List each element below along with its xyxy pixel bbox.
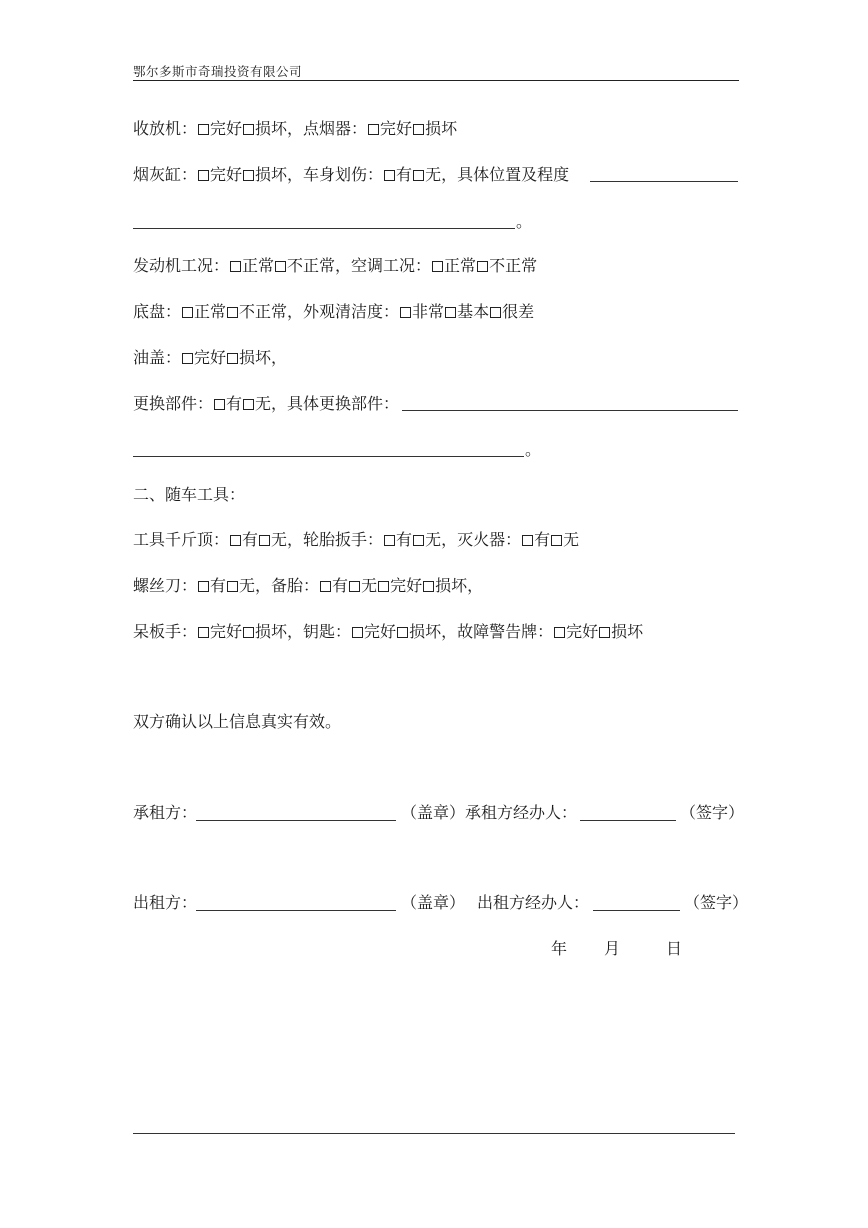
checkbox[interactable] (352, 627, 363, 638)
checkbox[interactable] (384, 535, 395, 546)
checkbox[interactable] (554, 627, 565, 638)
checkbox[interactable] (413, 170, 424, 181)
lessee-sign: （签字） (680, 803, 745, 822)
checkbox[interactable] (198, 627, 209, 638)
line-text: 呆板手： 完好 损坏，钥匙： 完好 损坏，故障警告牌： 完好 损坏 (133, 622, 644, 641)
lessor-sign: （签字） (684, 893, 749, 912)
checkbox[interactable] (198, 581, 209, 592)
date-month: 月 (604, 939, 621, 958)
checkbox[interactable] (423, 581, 434, 592)
checkbox[interactable] (477, 261, 488, 272)
checkbox[interactable] (368, 124, 379, 135)
lessor-agent-blank[interactable] (593, 910, 680, 911)
line-confirmation (133, 712, 341, 732)
checkbox[interactable] (349, 581, 360, 592)
blank-replaced-parts[interactable] (402, 410, 738, 411)
line-text: 烟灰缸： 完好 损坏，车身划伤： 有 无，具体位置及程度 (133, 165, 570, 184)
checkbox[interactable] (551, 535, 562, 546)
checkbox[interactable] (384, 170, 395, 181)
line-engine-ac (133, 256, 537, 276)
lessor-blank[interactable] (196, 910, 396, 911)
checkbox[interactable] (400, 307, 411, 318)
checkbox[interactable] (198, 170, 209, 181)
checkbox[interactable] (599, 627, 610, 638)
line-text: 发动机工况： 正常 不正常，空调工况： 正常 不正常 (133, 256, 538, 275)
footer-rule (133, 1133, 735, 1134)
checkbox[interactable] (378, 581, 389, 592)
checkbox[interactable] (182, 353, 193, 364)
checkbox[interactable] (490, 307, 501, 318)
lessee-label: 承租方： (133, 803, 198, 822)
checkbox[interactable] (413, 124, 424, 135)
checkbox[interactable] (522, 535, 533, 546)
period-mark: 。 (516, 212, 533, 231)
blank-scratch-detail-2[interactable] (133, 228, 515, 229)
lessee-agent-blank[interactable] (580, 820, 676, 821)
line-text: 螺丝刀： 有 无，备胎： 有 无 完好 损坏， (133, 576, 484, 595)
blank-replaced-parts-2[interactable] (133, 456, 524, 457)
checkbox[interactable] (182, 307, 193, 318)
lessor-label: 出租方： (133, 893, 198, 912)
line-fuel-cap (133, 348, 287, 368)
line-text: 油盖： 完好 损坏， (133, 348, 288, 367)
line-text: 更换部件： 有 无，具体更换部件： (133, 394, 400, 413)
checkbox[interactable] (227, 581, 238, 592)
line-replaced-parts (133, 394, 399, 414)
line-text: 工具千斤顶： 有 无，轮胎扳手： 有 无，灭火器： 有 无 (133, 530, 580, 549)
lessee-agent-label: 承租方经办人： (465, 803, 578, 822)
line-text: 底盘： 正常 不正常，外观清洁度： 非常 基本 很差 (133, 302, 535, 321)
lessee-blank[interactable] (196, 820, 396, 821)
lessor-agent-label: 出租方经办人： (477, 893, 590, 912)
lessee-seal: （盖章） (401, 803, 466, 822)
checkbox[interactable] (259, 535, 270, 546)
lessor-seal: （盖章） (401, 893, 466, 912)
checkbox[interactable] (320, 581, 331, 592)
line-text: 二、随车工具： (133, 485, 246, 504)
checkbox[interactable] (275, 261, 286, 272)
checkbox[interactable] (230, 261, 241, 272)
checkbox[interactable] (243, 124, 254, 135)
checkbox[interactable] (214, 399, 225, 410)
checkbox[interactable] (198, 124, 209, 135)
checkbox[interactable] (230, 535, 241, 546)
checkbox[interactable] (227, 353, 238, 364)
line-chassis-clean (133, 302, 534, 322)
blank-scratch-detail[interactable] (590, 181, 738, 182)
header-company: 鄂尔多斯市奇瑞投资有限公司 (133, 64, 303, 79)
checkbox[interactable] (413, 535, 424, 546)
checkbox[interactable] (432, 261, 443, 272)
checkbox[interactable] (243, 627, 254, 638)
checkbox[interactable] (445, 307, 456, 318)
line-radio-lighter (133, 119, 457, 139)
section-tools-heading (133, 485, 245, 505)
date-year: 年 (551, 939, 568, 958)
checkbox[interactable] (243, 399, 254, 410)
line-text: 双方确认以上信息真实有效。 (133, 712, 342, 731)
date-day: 日 (666, 939, 683, 958)
line-text: 收放机： 完好 损坏，点烟器： 完好 损坏 (133, 119, 458, 138)
line-jack-wrench-extinguisher (133, 530, 579, 550)
checkbox[interactable] (243, 170, 254, 181)
line-ashtray-scratch (133, 165, 569, 185)
line-spanner-key-sign (133, 622, 643, 642)
header-rule (133, 80, 739, 81)
period-mark: 。 (525, 440, 542, 459)
line-screwdriver-spare (133, 576, 483, 596)
checkbox[interactable] (397, 627, 408, 638)
checkbox[interactable] (227, 307, 238, 318)
